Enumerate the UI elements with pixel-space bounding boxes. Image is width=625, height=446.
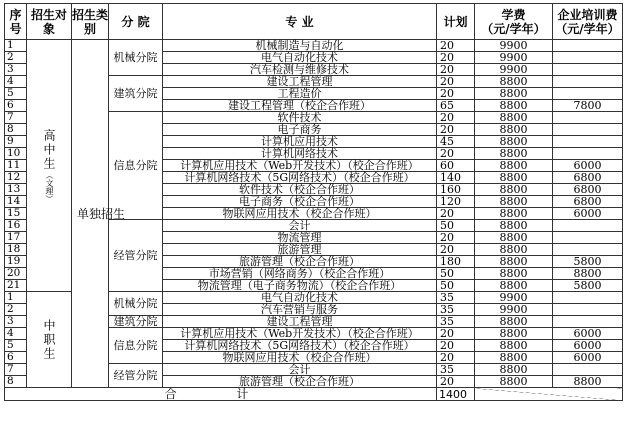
table-row <box>5 40 623 52</box>
dept-mgmt: 经管分院 <box>109 364 163 388</box>
row-train: 8800 <box>553 268 623 280</box>
row-major: 软件技术（校企合作班） <box>163 184 437 196</box>
row-fee: 9900 <box>475 304 553 316</box>
row-train: 6000 <box>553 352 623 364</box>
row-fee: 8800 <box>475 316 553 328</box>
row-fee: 8800 <box>475 280 553 292</box>
row-index: 1 <box>5 40 27 52</box>
row-index: 11 <box>5 160 27 172</box>
row-train: 5800 <box>553 256 623 268</box>
row-fee: 8800 <box>475 76 553 88</box>
row-train <box>553 220 623 232</box>
row-index: 4 <box>5 76 27 88</box>
row-fee: 8800 <box>475 364 553 376</box>
row-plan: 20 <box>437 40 475 52</box>
row-index: 5 <box>5 88 27 100</box>
row-index: 3 <box>5 316 27 328</box>
row-plan: 20 <box>437 328 475 340</box>
row-index: 2 <box>5 304 27 316</box>
group-vocational: 中职生 <box>27 292 72 388</box>
total-empty-cell <box>475 388 623 401</box>
row-index: 17 <box>5 232 27 244</box>
row-major: 物联网应用技术（校企合作班） <box>163 208 437 220</box>
dept-info: 信息分院 <box>109 112 163 220</box>
row-train <box>553 364 623 376</box>
dept-build: 建筑分院 <box>109 316 163 328</box>
row-index: 9 <box>5 136 27 148</box>
row-major: 物联网应用技术（校企合作班） <box>163 352 437 364</box>
row-fee: 8800 <box>475 136 553 148</box>
row-train: 6800 <box>553 172 623 184</box>
row-major: 物流管理 <box>163 232 437 244</box>
row-train <box>553 232 623 244</box>
row-major: 工程造价 <box>163 88 437 100</box>
row-fee: 9900 <box>475 292 553 304</box>
row-fee: 8800 <box>475 160 553 172</box>
row-train <box>553 316 623 328</box>
row-index: 18 <box>5 244 27 256</box>
row-plan: 60 <box>437 160 475 172</box>
group-high-school-label: 高中生 <box>42 128 56 171</box>
header-training-fee: 企业培训费 （元/学年） <box>553 4 623 40</box>
row-train <box>553 136 623 148</box>
row-major: 旅游管理（校企合作班） <box>163 376 437 388</box>
total-row <box>5 388 623 401</box>
row-train: 6800 <box>553 184 623 196</box>
row-major: 旅游管理（校企合作班） <box>163 256 437 268</box>
row-major: 计算机应用技术（Web开发技术）（校企合作班） <box>163 328 437 340</box>
row-fee: 8800 <box>475 232 553 244</box>
row-train: 6000 <box>553 208 623 220</box>
row-major: 市场营销（网络商务）（校企合作班） <box>163 268 437 280</box>
row-plan: 140 <box>437 172 475 184</box>
row-plan: 20 <box>437 244 475 256</box>
row-plan: 20 <box>437 52 475 64</box>
dept-mech: 机械分院 <box>109 292 163 316</box>
group-high-school-sub: （文理） <box>45 170 54 203</box>
header-category: 招生类别 <box>72 4 109 40</box>
row-major: 计算机网络技术 <box>163 148 437 160</box>
row-fee: 8800 <box>475 268 553 280</box>
row-plan: 35 <box>437 364 475 376</box>
row-index: 14 <box>5 196 27 208</box>
row-plan: 120 <box>437 196 475 208</box>
row-plan: 50 <box>437 280 475 292</box>
row-fee: 9900 <box>475 40 553 52</box>
row-plan: 45 <box>437 136 475 148</box>
row-train <box>553 64 623 76</box>
row-index: 20 <box>5 268 27 280</box>
row-index: 6 <box>5 100 27 112</box>
row-plan: 20 <box>437 148 475 160</box>
row-index: 19 <box>5 256 27 268</box>
group-high-school <box>27 40 72 292</box>
row-index: 8 <box>5 376 27 388</box>
row-train <box>553 148 623 160</box>
row-plan: 160 <box>437 184 475 196</box>
row-fee: 8800 <box>475 100 553 112</box>
row-fee: 8800 <box>475 328 553 340</box>
row-plan: 20 <box>437 76 475 88</box>
header-target: 招生对象 <box>27 4 72 40</box>
row-index: 3 <box>5 64 27 76</box>
row-index: 6 <box>5 352 27 364</box>
row-train: 6000 <box>553 160 623 172</box>
row-plan: 20 <box>437 124 475 136</box>
row-plan: 20 <box>437 112 475 124</box>
row-train <box>553 124 623 136</box>
row-fee: 8800 <box>475 124 553 136</box>
row-fee: 8800 <box>475 376 553 388</box>
row-train <box>553 88 623 100</box>
row-major: 汽车检测与维修技术 <box>163 64 437 76</box>
row-plan: 35 <box>437 316 475 328</box>
row-plan: 65 <box>437 100 475 112</box>
header-tuition: 学费 （元/学年） <box>475 4 553 40</box>
row-plan: 35 <box>437 304 475 316</box>
row-index: 15 <box>5 208 27 220</box>
enroll-type <box>72 40 126 388</box>
row-plan: 20 <box>437 208 475 220</box>
row-major: 旅游管理 <box>163 244 437 256</box>
dept-mgmt: 经管分院 <box>109 220 163 292</box>
row-train <box>553 244 623 256</box>
row-fee: 8800 <box>475 208 553 220</box>
row-index: 21 <box>5 280 27 292</box>
dept-mech: 机械分院 <box>109 40 163 76</box>
row-plan: 20 <box>437 88 475 100</box>
row-major: 软件技术 <box>163 112 437 124</box>
dept-info: 信息分院 <box>109 328 163 364</box>
row-plan: 20 <box>437 352 475 364</box>
row-fee: 8800 <box>475 148 553 160</box>
row-major: 电气自动化技术 <box>163 52 437 64</box>
row-fee: 8800 <box>475 352 553 364</box>
row-index: 13 <box>5 184 27 196</box>
row-train: 6000 <box>553 340 623 352</box>
total-label: 合 计 <box>5 388 437 401</box>
row-plan: 20 <box>437 340 475 352</box>
row-fee: 8800 <box>475 88 553 100</box>
row-plan: 180 <box>437 256 475 268</box>
row-fee: 9900 <box>475 52 553 64</box>
row-train: 5800 <box>553 280 623 292</box>
header-row <box>5 4 623 40</box>
row-train: 7800 <box>553 100 623 112</box>
row-train <box>553 40 623 52</box>
row-train: 6800 <box>553 196 623 208</box>
dept-build: 建筑分院 <box>109 76 163 112</box>
row-index: 4 <box>5 328 27 340</box>
row-plan: 35 <box>437 292 475 304</box>
row-fee: 9900 <box>475 64 553 76</box>
row-index: 7 <box>5 112 27 124</box>
row-train <box>553 304 623 316</box>
total-plan: 1400 <box>437 388 475 401</box>
row-index: 2 <box>5 52 27 64</box>
row-train <box>553 112 623 124</box>
row-train <box>553 292 623 304</box>
row-major: 电子商务（校企合作班） <box>163 196 437 208</box>
row-index: 1 <box>5 292 27 304</box>
header-index: 序号 <box>5 4 27 40</box>
row-major: 建设工程管理（校企合作班） <box>163 100 437 112</box>
row-plan: 20 <box>437 232 475 244</box>
row-major: 物流管理（电子商务物流）（校企合作班） <box>163 280 437 292</box>
row-major: 建设工程管理 <box>163 316 437 328</box>
row-major: 计算机网络技术（5G网络技术）（校企合作班） <box>163 172 437 184</box>
row-index: 12 <box>5 172 27 184</box>
row-fee: 8800 <box>475 220 553 232</box>
row-fee: 8800 <box>475 184 553 196</box>
row-train <box>553 76 623 88</box>
row-train <box>553 52 623 64</box>
row-fee: 8800 <box>475 196 553 208</box>
row-fee: 8800 <box>475 244 553 256</box>
row-fee: 8800 <box>475 340 553 352</box>
row-major: 电气自动化技术 <box>163 292 437 304</box>
row-plan: 20 <box>437 64 475 76</box>
row-plan: 20 <box>437 376 475 388</box>
header-plan: 计划 <box>437 4 475 40</box>
row-major: 电子商务 <box>163 124 437 136</box>
row-index: 10 <box>5 148 27 160</box>
row-index: 5 <box>5 340 27 352</box>
row-index: 7 <box>5 364 27 376</box>
row-index: 16 <box>5 220 27 232</box>
enroll-type-label: 单独招生 <box>77 206 126 221</box>
header-major: 专 业 <box>163 4 437 40</box>
row-train: 6000 <box>553 328 623 340</box>
enrollment-plan-table <box>4 3 623 401</box>
row-fee: 8800 <box>475 112 553 124</box>
row-major: 会计 <box>163 220 437 232</box>
row-major: 计算机应用技术 <box>163 136 437 148</box>
row-major: 机械制造与自动化 <box>163 40 437 52</box>
row-train: 8800 <box>553 376 623 388</box>
row-plan: 50 <box>437 268 475 280</box>
row-fee: 8800 <box>475 172 553 184</box>
row-fee: 8800 <box>475 256 553 268</box>
row-plan: 50 <box>437 220 475 232</box>
row-major: 建设工程管理 <box>163 76 437 88</box>
row-index: 8 <box>5 124 27 136</box>
header-department: 分 院 <box>109 4 163 40</box>
row-major: 汽车营销与服务 <box>163 304 437 316</box>
row-major: 计算机应用技术（Web开发技术）（校企合作班） <box>163 160 437 172</box>
row-major: 计算机网络技术（5G网络技术）（校企合作班） <box>163 340 437 352</box>
row-major: 会计 <box>163 364 437 376</box>
